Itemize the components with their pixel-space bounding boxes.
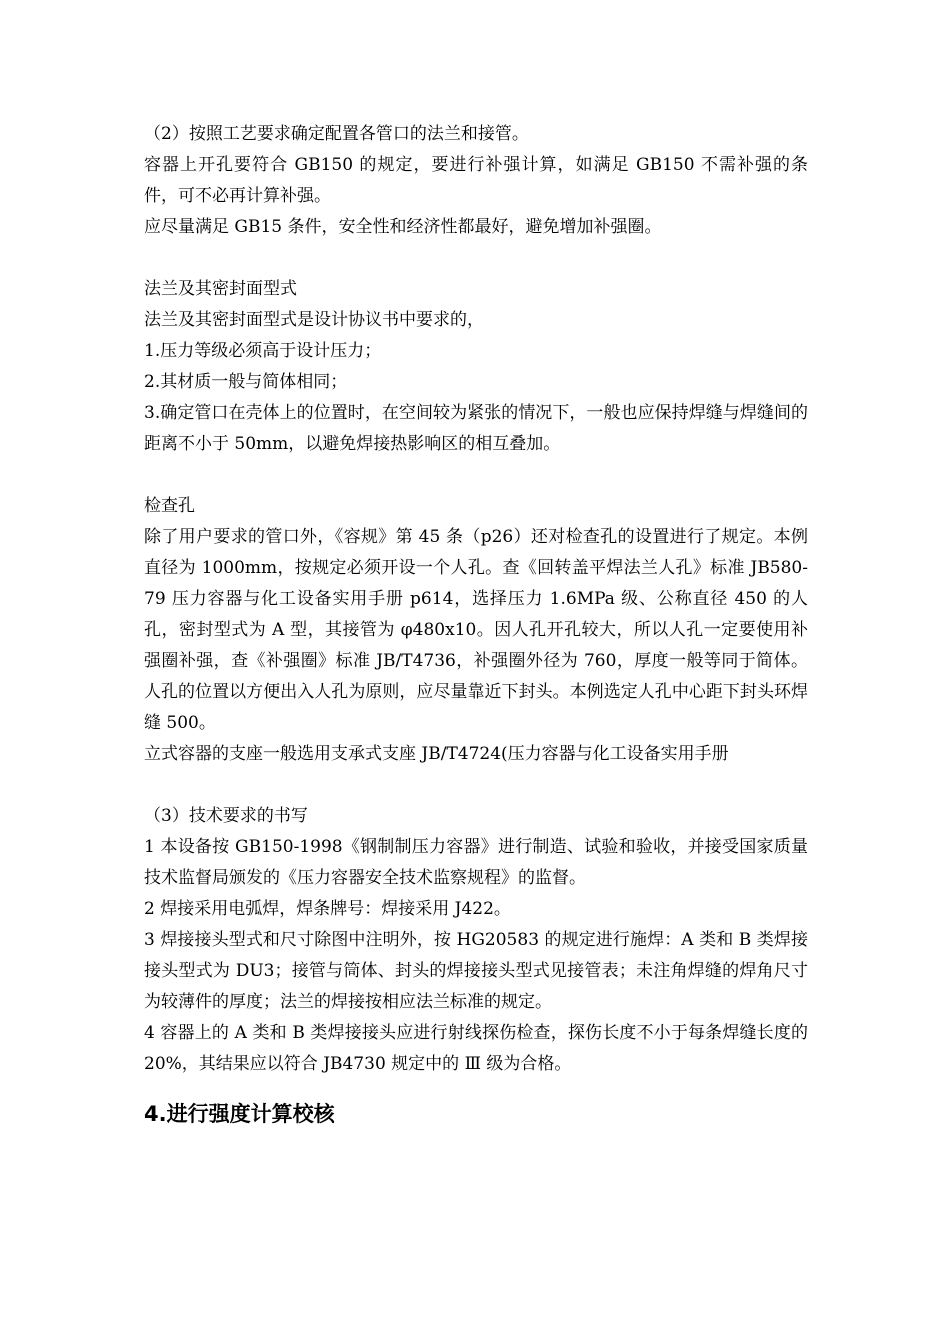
spacer (144, 770, 808, 801)
section2-paragraph-2: 应尽量满足 GB15 条件，安全性和经济性都最好，避免增加补强圈。 (144, 217, 662, 237)
section3-item-2: 2 焊接采用电弧焊，焊条牌号：焊接采用 J422。 (144, 899, 511, 919)
flange-item-1: 1.压力等级必须高于设计压力； (144, 341, 382, 361)
flange-item-2: 2.其材质一般与简体相同； (144, 372, 348, 392)
section2-paragraph-1: 容器上开孔要符合 GB150 的规定，要进行补强计算，如满足 GB150 不需补强的条件，可不必再计算补强。 (144, 155, 808, 206)
flange-intro: 法兰及其密封面型式是设计协议书中要求的， (144, 310, 484, 330)
document-body (144, 119, 808, 1130)
inspection-title: 检查孔 (144, 496, 195, 516)
flange-title: 法兰及其密封面型式 (144, 279, 297, 299)
flange-item-3: 3.确定管口在壳体上的位置时，在空间较为紧张的情况下，一般也应保持焊缝与焊缝间的距离不小于 50mm，以避免焊接热影响区的相互叠加。 (144, 403, 808, 454)
inspection-paragraph-1: 除了用户要求的管口外，《容规》第 45 条（p26）还对检查孔的设置进行了规定。本例直径为 1000mm，按规定必须开设一个人孔。查《回转盖平焊法兰人孔》标准 JB580-79 压力容器与化工设备实用手册 p614，选择压力 1.6MPa 级、公称直径 450 的人孔，密封型式为 A 型，其接管为 φ480x10。因人孔开孔较大，所以人孔一定要使用补强圈补强，查《补强圈》标准 JB/T4736，补强圈外径为 760，厚度一般等同于简体。人孔的位置以方便出入人孔为原则，应尽量靠近下封头。本例选定人孔中心距下封头环焊缝 500。 (144, 527, 808, 733)
section3-item-3: 3 焊接接头型式和尺寸除图中注明外，按 HG20583 的规定进行施焊：A 类和 B 类焊接接头型式为 DU3；接管与筒体、封头的焊接接头型式见接管表；未注角焊缝的焊角尺寸为较薄件的厚度；法兰的焊接按相应法兰标准的规定。 (144, 930, 808, 1012)
section2-title: （2）按照工艺要求确定配置各管口的法兰和接管。 (144, 124, 529, 144)
section3-item-1: 1 本设备按 GB150-1998《钢制制压力容器》进行制造、试验和验收，并接受国家质量技术监督局颁发的《压力容器安全技术监察规程》的监督。 (144, 837, 808, 888)
heading-strength-calculation: 4.进行强度计算校核 (144, 1102, 335, 1126)
section3-item-4: 4 容器上的 A 类和 B 类焊接接头应进行射线探伤检查，探伤长度不小于每条焊缝长度的 20%，其结果应以符合 JB4730 规定中的 Ⅲ 级为合格。 (144, 1023, 808, 1074)
spacer (144, 243, 808, 274)
inspection-paragraph-2: 立式容器的支座一般选用支承式支座 JB/T4724(压力容器与化工设备实用手册 (144, 744, 729, 764)
spacer (144, 460, 808, 491)
section3-title: （3）技术要求的书写 (144, 806, 308, 826)
